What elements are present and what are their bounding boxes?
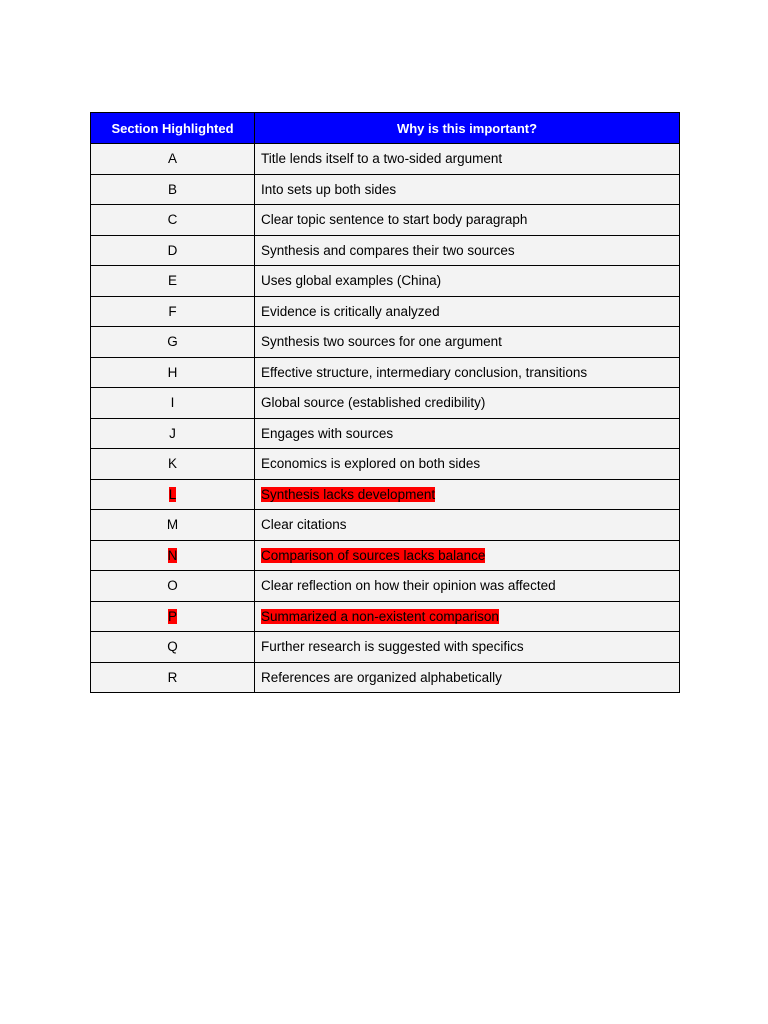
section-letter-cell <box>91 235 255 266</box>
section-letter: J <box>169 425 176 441</box>
table-row <box>91 601 680 632</box>
section-letter: A <box>167 151 177 167</box>
table-body <box>91 144 680 693</box>
section-letter-cell <box>91 418 255 449</box>
reason-cell <box>255 510 680 541</box>
reason-cell <box>255 601 680 632</box>
reason-text: Clear citations <box>261 517 347 533</box>
reason-text: Clear reflection on how their opinion was affected <box>261 578 556 594</box>
reason-cell <box>255 174 680 205</box>
section-letter: P <box>167 608 177 624</box>
section-letter: R <box>167 669 178 685</box>
reason-cell <box>255 357 680 388</box>
table-row <box>91 571 680 602</box>
reason-cell <box>255 144 680 175</box>
reason-cell <box>255 235 680 266</box>
section-letter: Q <box>167 639 178 655</box>
section-letter-cell <box>91 571 255 602</box>
reason-text: Synthesis lacks development <box>261 486 436 502</box>
table-row <box>91 144 680 175</box>
reason-cell <box>255 327 680 358</box>
reason-text: Uses global examples (China) <box>261 273 442 289</box>
section-letter: I <box>170 395 175 411</box>
section-letter-cell <box>91 144 255 175</box>
reason-text: Synthesis two sources for one argument <box>261 334 502 350</box>
table-row <box>91 510 680 541</box>
table-row <box>91 357 680 388</box>
highlight-summary-table <box>90 112 680 693</box>
table-row <box>91 174 680 205</box>
reason-cell <box>255 662 680 693</box>
reason-text: Further research is suggested with specifics <box>261 639 524 655</box>
reason-text: References are organized alphabetically <box>261 669 502 685</box>
section-letter-cell <box>91 601 255 632</box>
section-letter-cell <box>91 357 255 388</box>
reason-text: Clear topic sentence to start body paragraph <box>261 212 528 228</box>
section-letter: F <box>168 303 177 319</box>
section-letter: H <box>167 364 178 380</box>
section-letter-cell <box>91 388 255 419</box>
section-letter: G <box>167 334 178 350</box>
section-letter: N <box>167 547 178 563</box>
section-letter: M <box>166 517 179 533</box>
table-header-row <box>91 113 680 144</box>
reason-text: Into sets up both sides <box>261 181 397 197</box>
section-letter-cell <box>91 174 255 205</box>
section-letter: L <box>168 486 177 502</box>
header-why-important: Why is this important? <box>255 113 680 144</box>
reason-text: Title lends itself to a two-sided argument <box>261 151 503 167</box>
table-row <box>91 479 680 510</box>
reason-text: Evidence is critically analyzed <box>261 303 440 319</box>
reason-cell <box>255 540 680 571</box>
section-letter: C <box>167 212 178 228</box>
section-letter-cell <box>91 479 255 510</box>
reason-cell <box>255 571 680 602</box>
section-letter-cell <box>91 205 255 236</box>
section-letter-cell <box>91 510 255 541</box>
table-row <box>91 235 680 266</box>
reason-text: Synthesis and compares their two sources <box>261 242 515 258</box>
section-letter: B <box>167 181 177 197</box>
reason-cell <box>255 418 680 449</box>
table-row <box>91 327 680 358</box>
section-letter: D <box>167 242 178 258</box>
reason-cell <box>255 205 680 236</box>
reason-text: Engages with sources <box>261 425 394 441</box>
reason-text: Effective structure, intermediary conclusion, transitions <box>261 364 588 380</box>
reason-text: Economics is explored on both sides <box>261 456 481 472</box>
reason-cell <box>255 479 680 510</box>
table-row <box>91 388 680 419</box>
section-letter: K <box>167 456 177 472</box>
section-letter-cell <box>91 449 255 480</box>
reason-cell <box>255 449 680 480</box>
section-letter-cell <box>91 662 255 693</box>
table-row <box>91 662 680 693</box>
section-letter: O <box>167 578 178 594</box>
reason-text: Global source (established credibility) <box>261 395 486 411</box>
reason-text: Comparison of sources lacks balance <box>261 547 486 563</box>
section-letter-cell <box>91 540 255 571</box>
reason-cell <box>255 296 680 327</box>
header-section-highlighted: Section Highlighted <box>91 113 255 144</box>
reason-cell <box>255 632 680 663</box>
table-row <box>91 266 680 297</box>
table-row <box>91 632 680 663</box>
reason-text: Summarized a non-existent comparison <box>261 608 499 624</box>
reason-cell <box>255 266 680 297</box>
table-row <box>91 449 680 480</box>
table-row <box>91 418 680 449</box>
table-row <box>91 540 680 571</box>
section-letter-cell <box>91 266 255 297</box>
table-row <box>91 296 680 327</box>
section-letter: E <box>167 273 177 289</box>
section-letter-cell <box>91 296 255 327</box>
section-letter-cell <box>91 327 255 358</box>
reason-cell <box>255 388 680 419</box>
section-letter-cell <box>91 632 255 663</box>
table-row <box>91 205 680 236</box>
